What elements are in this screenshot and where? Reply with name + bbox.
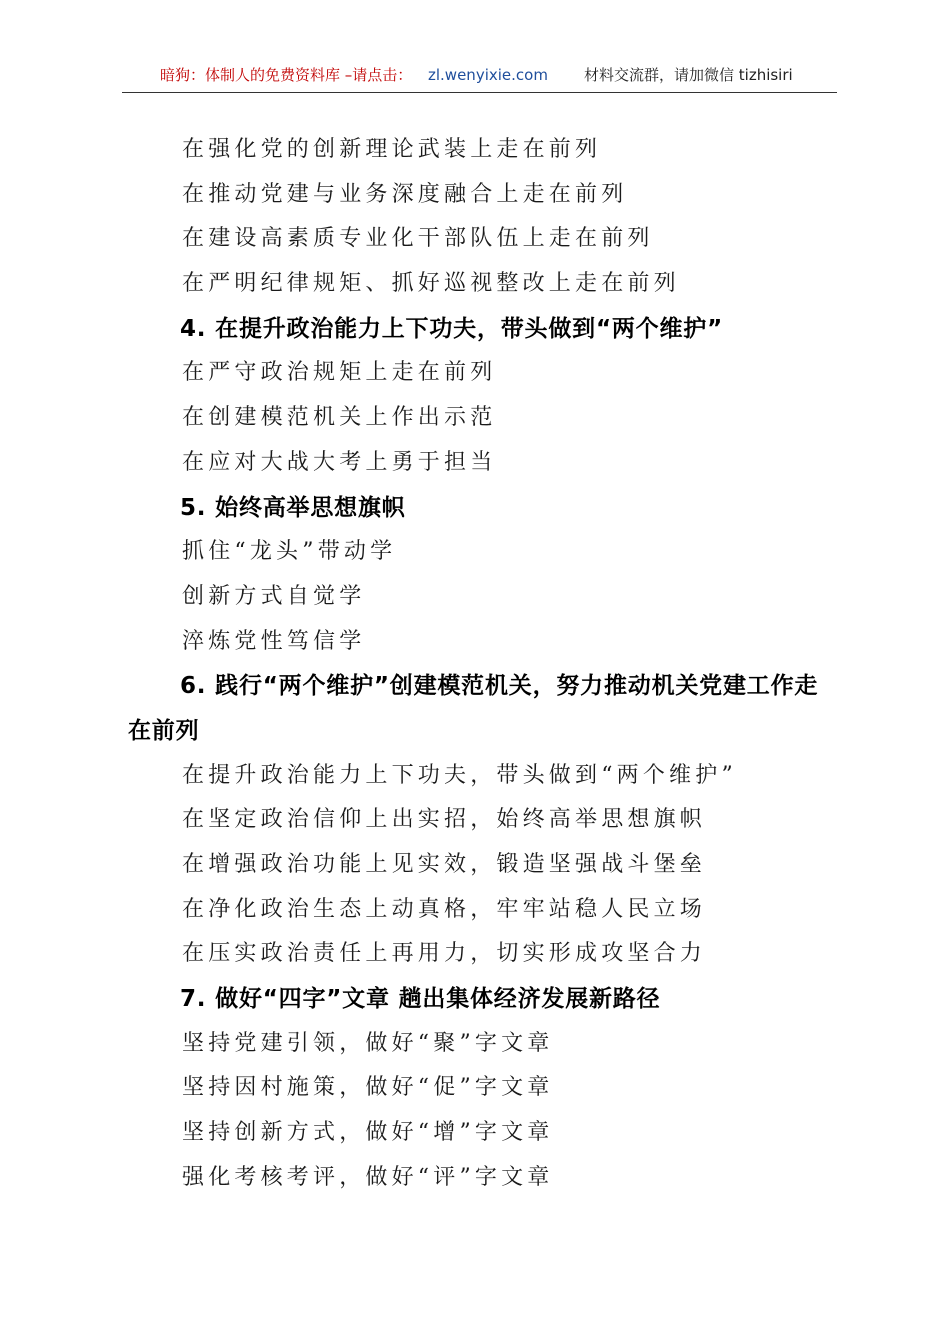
- list-item: 坚持因村施策，做好“促”字文章: [182, 1075, 554, 1101]
- list-item: 在严明纪律规矩、抓好巡视整改上走在前列: [182, 271, 680, 297]
- header-link[interactable]: zl.wenyixie.com: [428, 66, 548, 84]
- section-4-heading: 4. 在提升政治能力上下功夫，带头做到“两个维护”: [180, 315, 723, 342]
- list-item: 强化考核考评，做好“评”字文章: [182, 1164, 554, 1190]
- list-item: 在坚定政治信仰上出实招，始终高举思想旗帜: [182, 807, 707, 833]
- list-item: 在应对大战大考上勇于担当: [182, 449, 497, 475]
- section-6-heading: 6. 践行“两个维护”创建模范机关，努力推动机关党建工作走在前列: [128, 673, 819, 744]
- list-item: 在净化政治生态上动真格，牢牢站稳人民立场: [182, 896, 707, 922]
- list-item: 创新方式自觉学: [182, 583, 366, 609]
- page-header: [122, 62, 837, 93]
- header-wechat-note: 材料交流群，请加微信 tizhisiri: [584, 66, 793, 84]
- list-item: 在压实政治责任上再用力，切实形成攻坚合力: [182, 941, 707, 967]
- section-7-heading: 7. 做好“四字”文章 趟出集体经济发展新路径: [180, 986, 661, 1013]
- list-item: 坚持创新方式，做好“增”字文章: [182, 1120, 554, 1146]
- list-item: 在增强政治功能上见实效，锻造坚强战斗堡垒: [182, 852, 707, 878]
- list-item: 坚持党建引领，做好“聚”字文章: [182, 1030, 554, 1056]
- list-item: 在创建模范机关上作出示范: [182, 405, 497, 431]
- section-5-heading: 5. 始终高举思想旗帜: [180, 494, 406, 521]
- document-body: [128, 128, 838, 1201]
- list-item: 在强化党的创新理论武装上走在前列: [182, 137, 602, 162]
- list-item: 在提升政治能力上下功夫，带头做到“两个维护”: [182, 762, 737, 788]
- header-site-name: 暗狗：体制人的免费资料库 –请点击：: [160, 66, 413, 84]
- list-item: 淬炼党性笃信学: [182, 628, 366, 654]
- list-item: 在建设高素质专业化干部队伍上走在前列: [182, 226, 654, 252]
- list-item: 在推动党建与业务深度融合上走在前列: [182, 181, 628, 207]
- list-item: 在严守政治规矩上走在前列: [182, 360, 497, 386]
- list-item: 抓住“龙头”带动学: [182, 539, 397, 565]
